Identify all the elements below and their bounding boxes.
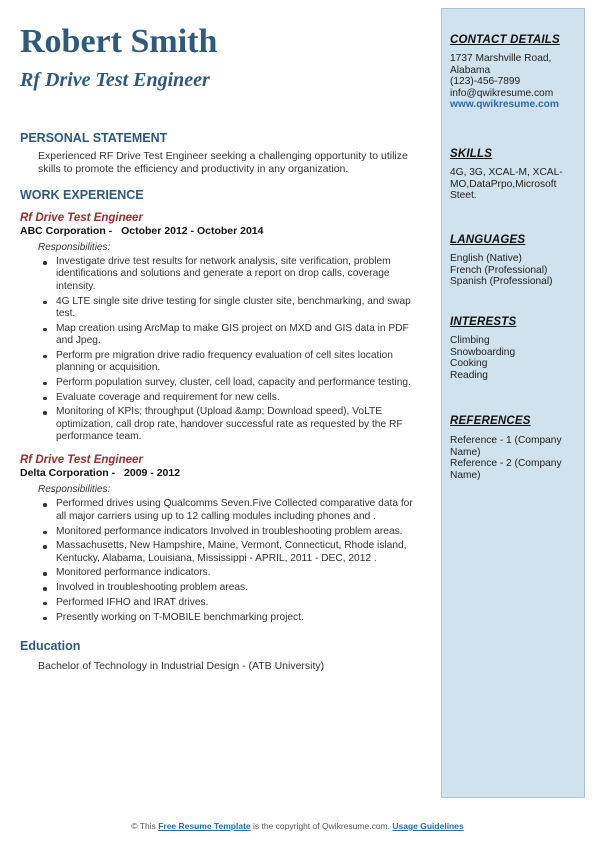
education-heading: Education — [20, 638, 81, 653]
list-item: 4G LTE single site drive testing for single cluster site, benchmarking, and swap test. — [56, 296, 418, 321]
free-resume-template-link[interactable]: Free Resume Template — [158, 821, 251, 831]
languages-heading: LANGUAGES — [450, 234, 526, 246]
list-item: Cooking — [450, 358, 488, 370]
list-item: Presently working on T-MOBILE benchmarking project. — [56, 612, 418, 624]
contact-phone: (123)-456-7899 — [450, 76, 521, 88]
job-entry — [20, 453, 418, 623]
list-item: Monitored performance indicators Involved in troubleshooting problem areas. — [56, 526, 418, 538]
references-list — [450, 435, 582, 481]
list-item: Map creation using ArcMap to make GIS project on MXD and GIS data in PDF and Jpeg. — [56, 323, 418, 348]
work-experience-section — [20, 187, 418, 624]
list-item: Involved in troubleshooting problem areas. — [56, 582, 418, 594]
languages-list — [450, 253, 582, 288]
list-item: Evaluate coverage and requirement for new cells. — [56, 392, 418, 404]
contact-address: 1737 Marshville Road, Alabama — [450, 53, 552, 76]
list-item: French (Professional) — [450, 264, 548, 276]
responsibilities-label: Responsibilities: — [38, 242, 111, 253]
candidate-name: Robert Smith — [20, 23, 218, 60]
job-entry — [20, 211, 418, 443]
personal-statement-text: Experienced RF Drive Test Engineer seeking a challenging opportunity to utilize skills to promote the efficiency and productivity in any organization. — [38, 150, 408, 175]
list-item: Climbing — [450, 335, 490, 346]
job-company: Delta Corporation - — [20, 467, 116, 480]
job-dates: October 2012 - October 2014 — [121, 225, 264, 237]
interests-list — [450, 335, 582, 381]
footer-prefix: © This — [131, 821, 156, 831]
personal-statement-section — [20, 130, 418, 175]
responsibilities-label: Responsibilities: — [38, 484, 111, 496]
list-item: Snowboarding — [450, 346, 516, 358]
references-heading: REFERENCES — [450, 415, 531, 427]
footer-middle: is the copyright of Qwikresume.com. — [253, 821, 390, 831]
list-item: English (Native) — [450, 253, 522, 264]
contact-website-link[interactable]: www.qwikresume.com — [450, 99, 559, 111]
work-experience-heading: WORK EXPERIENCE — [20, 188, 144, 202]
list-item: Spanish (Professional) — [450, 276, 553, 288]
job-title: Rf Drive Test Engineer — [20, 454, 143, 467]
education-section — [20, 638, 418, 673]
education-text: Bachelor of Technology in Industrial Design - (ATB University) — [38, 659, 325, 672]
interests-heading: INTERESTS — [450, 316, 517, 328]
candidate-title: Rf Drive Test Engineer — [20, 69, 210, 91]
list-item: Massachusetts, New Hampshire, Maine, Vermont, Connecticut, Rhode island, Kentucky, Alabama, Louisiana, Mississippi - APRIL, 2011 - DEC, 2012 . — [56, 540, 418, 565]
job-title: Rf Drive Test Engineer — [20, 212, 143, 224]
job-company-line — [20, 225, 418, 238]
list-item: Investigate drive test results for network analysis, site verification, problem identifications and solutions and generate a report on drop calls, coverage intensity. — [56, 256, 418, 293]
contact-email[interactable]: info@qwikresume.com — [450, 87, 554, 99]
list-item: Reference - 1 (Company Name) — [450, 435, 562, 458]
list-item: Performed IFHO and IRAT drives. — [56, 597, 418, 609]
personal-statement-heading: PERSONAL STATEMENT — [20, 131, 168, 145]
list-item: Performed drives using Qualcomms Seven.Five Collected comparative data for all major carriers using up to 12 calling modules including phones and . — [56, 498, 418, 523]
list-item: Reference - 2 (Company Name) — [450, 458, 562, 481]
skills-heading: SKILLS — [450, 148, 493, 160]
contact-details — [450, 53, 582, 111]
skills-text: 4G, 3G, XCAL-M, XCAL-MO,DataPrpo,Microsoft Steet. — [450, 167, 563, 202]
footer — [0, 821, 595, 831]
main-column — [20, 130, 418, 672]
sidebar — [441, 8, 585, 798]
responsibilities-list — [20, 498, 418, 623]
responsibilities-list — [20, 256, 418, 443]
contact-heading: CONTACT DETAILS — [450, 34, 560, 46]
list-item: Perform pre migration drive radio frequency evaluation of cell sites location planning or acquisition. — [56, 350, 418, 375]
list-item: Reading — [450, 369, 488, 381]
list-item: Monitoring of KPIs; throughput (Upload &amp; Download speed), VoLTE optimization, call drop rate, handover successful rate as requested by the RF performance team. — [56, 406, 418, 443]
job-company-line — [20, 467, 418, 480]
list-item: Monitored performance indicators. — [56, 567, 418, 579]
job-company: ABC Corporation - — [20, 225, 113, 237]
usage-guidelines-link[interactable]: Usage Guidelines — [392, 821, 464, 831]
job-dates: 2009 - 2012 — [124, 467, 181, 480]
list-item: Perform population survey, cluster, cell load, capacity and performance testing. — [56, 377, 418, 389]
